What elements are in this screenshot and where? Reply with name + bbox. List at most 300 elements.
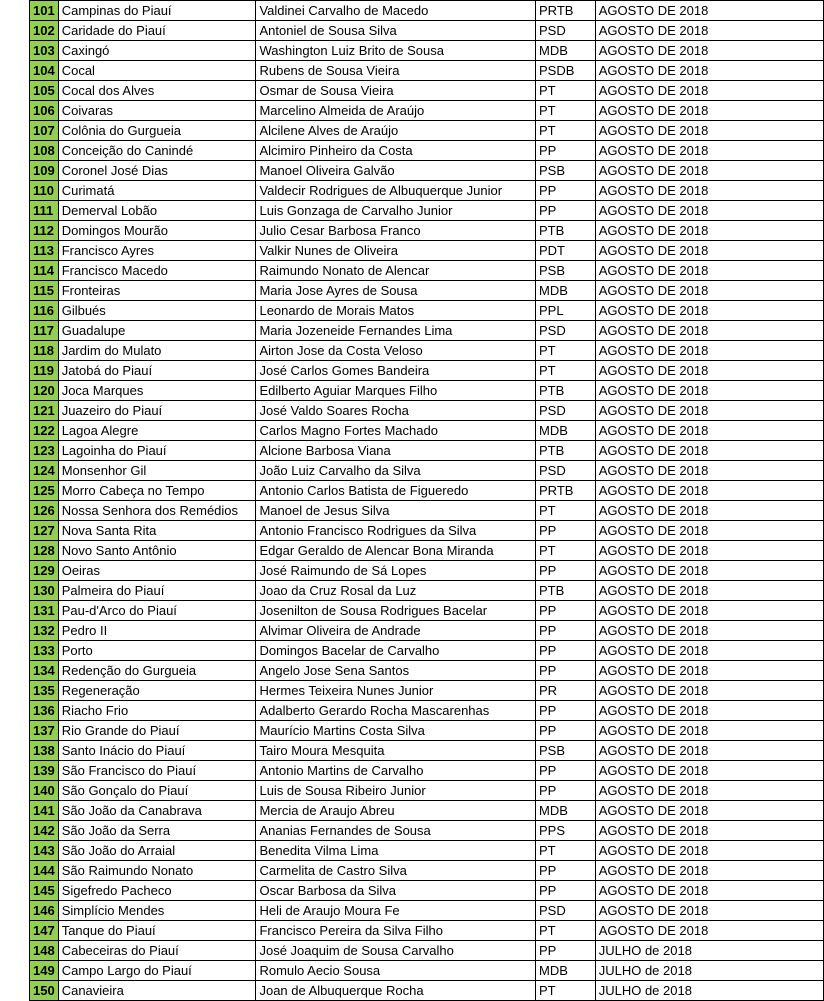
table-row xyxy=(30,401,824,421)
date-cell[interactable]: AGOSTO DE 2018 xyxy=(595,561,823,581)
date-cell[interactable]: JULHO de 2018 xyxy=(595,961,823,981)
municipality-cell[interactable]: Santo Inácio do Piauí xyxy=(58,741,256,761)
party-cell[interactable]: PT xyxy=(536,921,596,941)
municipality-cell[interactable]: Monsenhor Gil xyxy=(58,461,256,481)
party-cell[interactable]: PP xyxy=(536,781,596,801)
party-cell[interactable]: PSB xyxy=(536,161,596,181)
mayor-name-cell[interactable]: Carmelita de Castro Silva xyxy=(256,861,536,881)
table-row xyxy=(30,741,824,761)
party-cell[interactable]: MDB xyxy=(536,281,596,301)
party-cell[interactable]: PPS xyxy=(536,821,596,841)
municipality-cell[interactable]: Curimatá xyxy=(58,181,256,201)
row-number-cell[interactable]: 148 xyxy=(30,941,59,961)
table-row xyxy=(30,81,824,101)
municipality-cell[interactable]: São João da Serra xyxy=(58,821,256,841)
party-cell[interactable]: PP xyxy=(536,641,596,661)
party-cell[interactable]: PRTB xyxy=(536,1,596,21)
municipality-cell[interactable]: Riacho Frio xyxy=(58,701,256,721)
date-cell[interactable]: AGOSTO DE 2018 xyxy=(595,221,823,241)
mayor-name-cell[interactable]: José Joaquim de Sousa Carvalho xyxy=(256,941,536,961)
mayor-name-cell[interactable]: Francisco Pereira da Silva Filho xyxy=(256,921,536,941)
party-cell[interactable]: PRTB xyxy=(536,481,596,501)
mayor-name-cell[interactable]: Leonardo de Morais Matos xyxy=(256,301,536,321)
table-row xyxy=(30,181,824,201)
table-row xyxy=(30,61,824,81)
party-cell[interactable]: PP xyxy=(536,861,596,881)
table-row xyxy=(30,561,824,581)
mayor-name-cell[interactable]: Adalberto Gerardo Rocha Mascarenhas xyxy=(256,701,536,721)
date-cell[interactable]: AGOSTO DE 2018 xyxy=(595,281,823,301)
party-cell[interactable]: PSB xyxy=(536,261,596,281)
date-cell[interactable]: JULHO de 2018 xyxy=(595,981,823,1001)
date-cell[interactable]: AGOSTO DE 2018 xyxy=(595,61,823,81)
table-row xyxy=(30,361,824,381)
table-row xyxy=(30,261,824,281)
party-cell[interactable]: PP xyxy=(536,601,596,621)
row-number-cell[interactable]: 127 xyxy=(30,521,59,541)
table-row xyxy=(30,961,824,981)
table-body xyxy=(30,1,824,1001)
row-number-cell[interactable]: 146 xyxy=(30,901,59,921)
municipality-cell[interactable]: Pedro II xyxy=(58,621,256,641)
table-row xyxy=(30,461,824,481)
party-cell[interactable]: PSD xyxy=(536,901,596,921)
municipality-cell[interactable]: Joca Marques xyxy=(58,381,256,401)
party-cell[interactable]: PP xyxy=(536,881,596,901)
row-number-cell[interactable]: 130 xyxy=(30,581,59,601)
mayor-name-cell[interactable]: Carlos Magno Fortes Machado xyxy=(256,421,536,441)
municipality-cell[interactable]: Coronel José Dias xyxy=(58,161,256,181)
party-cell[interactable]: PT xyxy=(536,981,596,1001)
mayor-name-cell[interactable]: Domingos Bacelar de Carvalho xyxy=(256,641,536,661)
mayor-name-cell[interactable]: Antonio Martins de Carvalho xyxy=(256,761,536,781)
row-number-cell[interactable]: 119 xyxy=(30,361,59,381)
mayor-name-cell[interactable]: Alcilene Alves de Araújo xyxy=(256,121,536,141)
municipality-cell[interactable]: Nova Santa Rita xyxy=(58,521,256,541)
table-row xyxy=(30,481,824,501)
party-cell[interactable]: PP xyxy=(536,201,596,221)
date-cell[interactable]: AGOSTO DE 2018 xyxy=(595,741,823,761)
mayor-name-cell[interactable]: Angelo Jose Sena Santos xyxy=(256,661,536,681)
date-cell[interactable]: AGOSTO DE 2018 xyxy=(595,601,823,621)
party-cell[interactable]: PP xyxy=(536,181,596,201)
row-number-cell[interactable]: 109 xyxy=(30,161,59,181)
table-row xyxy=(30,301,824,321)
party-cell[interactable]: PPL xyxy=(536,301,596,321)
date-cell[interactable]: AGOSTO DE 2018 xyxy=(595,161,823,181)
table-row xyxy=(30,381,824,401)
date-cell[interactable]: AGOSTO DE 2018 xyxy=(595,241,823,261)
mayor-name-cell[interactable]: Ananias Fernandes de Sousa xyxy=(256,821,536,841)
table-row xyxy=(30,141,824,161)
date-cell[interactable]: AGOSTO DE 2018 xyxy=(595,201,823,221)
row-number-cell[interactable]: 142 xyxy=(30,821,59,841)
mayor-name-cell[interactable]: Alcione Barbosa Viana xyxy=(256,441,536,461)
row-number-cell[interactable]: 132 xyxy=(30,621,59,641)
date-cell[interactable]: AGOSTO DE 2018 xyxy=(595,761,823,781)
row-number-cell[interactable]: 134 xyxy=(30,661,59,681)
row-number-cell[interactable]: 104 xyxy=(30,61,59,81)
party-cell[interactable]: PSD xyxy=(536,401,596,421)
table-row xyxy=(30,161,824,181)
row-number-cell[interactable]: 121 xyxy=(30,401,59,421)
mayor-name-cell[interactable]: Maria Jose Ayres de Sousa xyxy=(256,281,536,301)
date-cell[interactable]: AGOSTO DE 2018 xyxy=(595,441,823,461)
mayor-name-cell[interactable]: Julio Cesar Barbosa Franco xyxy=(256,221,536,241)
municipality-cell[interactable]: Canavieira xyxy=(58,981,256,1001)
date-cell[interactable]: AGOSTO DE 2018 xyxy=(595,481,823,501)
date-cell[interactable]: AGOSTO DE 2018 xyxy=(595,401,823,421)
row-number-cell[interactable]: 103 xyxy=(30,41,59,61)
mayor-name-cell[interactable]: Marcelino Almeida de Araújo xyxy=(256,101,536,121)
municipality-cell[interactable]: São Gonçalo do Piauí xyxy=(58,781,256,801)
date-cell[interactable]: AGOSTO DE 2018 xyxy=(595,461,823,481)
date-cell[interactable]: AGOSTO DE 2018 xyxy=(595,921,823,941)
municipality-cell[interactable]: Gilbués xyxy=(58,301,256,321)
municipality-cell[interactable]: Caridade do Piauí xyxy=(58,21,256,41)
table-row xyxy=(30,821,824,841)
party-cell[interactable]: PT xyxy=(536,501,596,521)
mayor-name-cell[interactable]: José Valdo Soares Rocha xyxy=(256,401,536,421)
party-cell[interactable]: PP xyxy=(536,761,596,781)
row-number-cell[interactable]: 120 xyxy=(30,381,59,401)
row-number-cell[interactable]: 106 xyxy=(30,101,59,121)
date-cell[interactable]: AGOSTO DE 2018 xyxy=(595,181,823,201)
mayor-name-cell[interactable]: Joao da Cruz Rosal da Luz xyxy=(256,581,536,601)
row-number-cell[interactable]: 125 xyxy=(30,481,59,501)
party-cell[interactable]: PP xyxy=(536,661,596,681)
date-cell[interactable]: AGOSTO DE 2018 xyxy=(595,641,823,661)
municipality-cell[interactable]: Guadalupe xyxy=(58,321,256,341)
municipality-cell[interactable]: Tanque do Piauí xyxy=(58,921,256,941)
municipality-cell[interactable]: Jardim do Mulato xyxy=(58,341,256,361)
party-cell[interactable]: PT xyxy=(536,121,596,141)
table-row xyxy=(30,681,824,701)
municipality-cell[interactable]: Sigefredo Pacheco xyxy=(58,881,256,901)
mayor-name-cell[interactable]: Alvimar Oliveira de Andrade xyxy=(256,621,536,641)
row-number-cell[interactable]: 112 xyxy=(30,221,59,241)
row-number-cell[interactable]: 133 xyxy=(30,641,59,661)
table-row xyxy=(30,321,824,341)
row-number-cell[interactable]: 143 xyxy=(30,841,59,861)
municipality-cell[interactable]: Fronteiras xyxy=(58,281,256,301)
table-row xyxy=(30,781,824,801)
spreadsheet-table xyxy=(29,0,824,1001)
table-row xyxy=(30,841,824,861)
party-cell[interactable]: PTB xyxy=(536,441,596,461)
municipality-cell[interactable]: Cocal xyxy=(58,61,256,81)
table-row xyxy=(30,201,824,221)
row-number-cell[interactable]: 140 xyxy=(30,781,59,801)
table-row xyxy=(30,621,824,641)
row-number-cell[interactable]: 147 xyxy=(30,921,59,941)
mayor-name-cell[interactable]: Luis Gonzaga de Carvalho Junior xyxy=(256,201,536,221)
municipality-cell[interactable]: Nossa Senhora dos Remédios xyxy=(58,501,256,521)
municipality-cell[interactable]: Lagoinha do Piauí xyxy=(58,441,256,461)
row-number-cell[interactable]: 117 xyxy=(30,321,59,341)
row-number-cell[interactable]: 118 xyxy=(30,341,59,361)
row-number-cell[interactable]: 105 xyxy=(30,81,59,101)
date-cell[interactable]: AGOSTO DE 2018 xyxy=(595,81,823,101)
row-number-cell[interactable]: 102 xyxy=(30,21,59,41)
date-cell[interactable]: AGOSTO DE 2018 xyxy=(595,541,823,561)
table-row xyxy=(30,41,824,61)
row-number-cell[interactable]: 122 xyxy=(30,421,59,441)
municipality-cell[interactable]: São Francisco do Piauí xyxy=(58,761,256,781)
municipality-cell[interactable]: Juazeiro do Piauí xyxy=(58,401,256,421)
row-number-cell[interactable]: 124 xyxy=(30,461,59,481)
party-cell[interactable]: PT xyxy=(536,341,596,361)
row-number-cell[interactable]: 131 xyxy=(30,601,59,621)
row-number-cell[interactable]: 123 xyxy=(30,441,59,461)
municipality-cell[interactable]: Palmeira do Piauí xyxy=(58,581,256,601)
party-cell[interactable]: PTB xyxy=(536,381,596,401)
municipality-cell[interactable]: Caxingó xyxy=(58,41,256,61)
municipality-cell[interactable]: Cabeceiras do Piauí xyxy=(58,941,256,961)
table-row xyxy=(30,901,824,921)
table-row xyxy=(30,701,824,721)
date-cell[interactable]: AGOSTO DE 2018 xyxy=(595,721,823,741)
date-cell[interactable]: AGOSTO DE 2018 xyxy=(595,41,823,61)
municipality-cell[interactable]: Domingos Mourão xyxy=(58,221,256,241)
row-number-cell[interactable]: 108 xyxy=(30,141,59,161)
party-cell[interactable]: MDB xyxy=(536,41,596,61)
row-number-cell[interactable]: 144 xyxy=(30,861,59,881)
party-cell[interactable]: PSD xyxy=(536,321,596,341)
municipality-cell[interactable]: Redenção do Gurgueia xyxy=(58,661,256,681)
mayor-name-cell[interactable]: Osmar de Sousa Vieira xyxy=(256,81,536,101)
date-cell[interactable]: AGOSTO DE 2018 xyxy=(595,681,823,701)
table-row xyxy=(30,881,824,901)
table-row xyxy=(30,861,824,881)
municipality-cell[interactable]: São Raimundo Nonato xyxy=(58,861,256,881)
table-row xyxy=(30,721,824,741)
municipality-cell[interactable]: Lagoa Alegre xyxy=(58,421,256,441)
table-row xyxy=(30,121,824,141)
date-cell[interactable]: AGOSTO DE 2018 xyxy=(595,1,823,21)
date-cell[interactable]: AGOSTO DE 2018 xyxy=(595,121,823,141)
table-row xyxy=(30,941,824,961)
municipality-cell[interactable]: Novo Santo Antônio xyxy=(58,541,256,561)
table-row xyxy=(30,981,824,1001)
mayor-name-cell[interactable]: Mercia de Araujo Abreu xyxy=(256,801,536,821)
date-cell[interactable]: AGOSTO DE 2018 xyxy=(595,381,823,401)
table-row xyxy=(30,761,824,781)
mayor-name-cell[interactable]: João Luiz Carvalho da Silva xyxy=(256,461,536,481)
mayor-name-cell[interactable]: Oscar Barbosa da Silva xyxy=(256,881,536,901)
date-cell[interactable]: AGOSTO DE 2018 xyxy=(595,781,823,801)
municipality-cell[interactable]: Francisco Macedo xyxy=(58,261,256,281)
mayor-name-cell[interactable]: José Raimundo de Sá Lopes xyxy=(256,561,536,581)
mayor-name-cell[interactable]: Alcimiro Pinheiro da Costa xyxy=(256,141,536,161)
municipality-cell[interactable]: Coivaras xyxy=(58,101,256,121)
date-cell[interactable]: AGOSTO DE 2018 xyxy=(595,861,823,881)
party-cell[interactable]: PR xyxy=(536,681,596,701)
mayor-name-cell[interactable]: Antoniel de Sousa Silva xyxy=(256,21,536,41)
party-cell[interactable]: PT xyxy=(536,361,596,381)
mayor-name-cell[interactable]: Washington Luiz Brito de Sousa xyxy=(256,41,536,61)
date-cell[interactable]: AGOSTO DE 2018 xyxy=(595,901,823,921)
mayor-name-cell[interactable]: Maria Jozeneide Fernandes Lima xyxy=(256,321,536,341)
mayor-name-cell[interactable]: Valkir Nunes de Oliveira xyxy=(256,241,536,261)
mayor-name-cell[interactable]: Manoel de Jesus Silva xyxy=(256,501,536,521)
row-number-cell[interactable]: 110 xyxy=(30,181,59,201)
date-cell[interactable]: AGOSTO DE 2018 xyxy=(595,821,823,841)
municipality-cell[interactable]: Regeneração xyxy=(58,681,256,701)
mayor-name-cell[interactable]: Joan de Albuquerque Rocha xyxy=(256,981,536,1001)
municipality-cell[interactable]: Demerval Lobão xyxy=(58,201,256,221)
row-number-cell[interactable]: 149 xyxy=(30,961,59,981)
party-cell[interactable]: PSDB xyxy=(536,61,596,81)
date-cell[interactable]: AGOSTO DE 2018 xyxy=(595,621,823,641)
municipality-cell[interactable]: Rio Grande do Piauí xyxy=(58,721,256,741)
party-cell[interactable]: PTB xyxy=(536,581,596,601)
party-cell[interactable]: PT xyxy=(536,841,596,861)
date-cell[interactable]: AGOSTO DE 2018 xyxy=(595,501,823,521)
party-cell[interactable]: PP xyxy=(536,721,596,741)
row-number-cell[interactable]: 137 xyxy=(30,721,59,741)
mayor-name-cell[interactable]: Romulo Aecio Sousa xyxy=(256,961,536,981)
mayor-name-cell[interactable]: Heli de Araujo Moura Fe xyxy=(256,901,536,921)
party-cell[interactable]: MDB xyxy=(536,961,596,981)
table-row xyxy=(30,441,824,461)
row-number-cell[interactable]: 113 xyxy=(30,241,59,261)
party-cell[interactable]: PT xyxy=(536,81,596,101)
party-cell[interactable]: PSD xyxy=(536,21,596,41)
party-cell[interactable]: PP xyxy=(536,141,596,161)
mayor-name-cell[interactable]: Antonio Francisco Rodrigues da Silva xyxy=(256,521,536,541)
mayor-name-cell[interactable]: José Carlos Gomes Bandeira xyxy=(256,361,536,381)
party-cell[interactable]: PSB xyxy=(536,741,596,761)
date-cell[interactable]: AGOSTO DE 2018 xyxy=(595,261,823,281)
municipality-cell[interactable]: Porto xyxy=(58,641,256,661)
table-row xyxy=(30,281,824,301)
municipality-cell[interactable]: Simplício Mendes xyxy=(58,901,256,921)
party-cell[interactable]: PSD xyxy=(536,461,596,481)
date-cell[interactable]: AGOSTO DE 2018 xyxy=(595,841,823,861)
row-number-cell[interactable]: 150 xyxy=(30,981,59,1001)
row-number-cell[interactable]: 141 xyxy=(30,801,59,821)
date-cell[interactable]: AGOSTO DE 2018 xyxy=(595,141,823,161)
date-cell[interactable]: AGOSTO DE 2018 xyxy=(595,301,823,321)
table-row xyxy=(30,601,824,621)
table-row xyxy=(30,661,824,681)
mayor-name-cell[interactable]: Antonio Carlos Batista de Figueredo xyxy=(256,481,536,501)
mayor-name-cell[interactable]: Edilberto Aguiar Marques Filho xyxy=(256,381,536,401)
date-cell[interactable]: AGOSTO DE 2018 xyxy=(595,581,823,601)
mayor-name-cell[interactable]: Rubens de Sousa Vieira xyxy=(256,61,536,81)
row-number-cell[interactable]: 145 xyxy=(30,881,59,901)
municipality-cell[interactable]: Cocal dos Alves xyxy=(58,81,256,101)
table-row xyxy=(30,641,824,661)
party-cell[interactable]: PP xyxy=(536,941,596,961)
date-cell[interactable]: AGOSTO DE 2018 xyxy=(595,701,823,721)
date-cell[interactable]: AGOSTO DE 2018 xyxy=(595,321,823,341)
party-cell[interactable]: PDT xyxy=(536,241,596,261)
table-row xyxy=(30,421,824,441)
date-cell[interactable]: AGOSTO DE 2018 xyxy=(595,361,823,381)
table-row xyxy=(30,921,824,941)
municipality-cell[interactable]: São João do Arraial xyxy=(58,841,256,861)
party-cell[interactable]: PP xyxy=(536,521,596,541)
table-row xyxy=(30,501,824,521)
municipality-cell[interactable]: São João da Canabrava xyxy=(58,801,256,821)
municipality-cell[interactable]: Campinas do Piauí xyxy=(58,1,256,21)
municipality-cell[interactable]: Morro Cabeça no Tempo xyxy=(58,481,256,501)
mayor-name-cell[interactable]: Raimundo Nonato de Alencar xyxy=(256,261,536,281)
table-row xyxy=(30,1,824,21)
row-number-cell[interactable]: 139 xyxy=(30,761,59,781)
row-number-cell[interactable]: 136 xyxy=(30,701,59,721)
row-number-cell[interactable]: 115 xyxy=(30,281,59,301)
date-cell[interactable]: AGOSTO DE 2018 xyxy=(595,661,823,681)
municipality-cell[interactable]: Oeiras xyxy=(58,561,256,581)
date-cell[interactable]: AGOSTO DE 2018 xyxy=(595,881,823,901)
party-cell[interactable]: PP xyxy=(536,621,596,641)
municipality-cell[interactable]: Pau-d'Arco do Piauí xyxy=(58,601,256,621)
mayor-name-cell[interactable]: Luis de Sousa Ribeiro Junior xyxy=(256,781,536,801)
mayor-name-cell[interactable]: Hermes Teixeira Nunes Junior xyxy=(256,681,536,701)
party-cell[interactable]: PP xyxy=(536,561,596,581)
municipality-cell[interactable]: Conceição do Canindé xyxy=(58,141,256,161)
table-row xyxy=(30,21,824,41)
municipality-cell[interactable]: Francisco Ayres xyxy=(58,241,256,261)
municipality-cell[interactable]: Campo Largo do Piauí xyxy=(58,961,256,981)
mayor-name-cell[interactable]: Edgar Geraldo de Alencar Bona Miranda xyxy=(256,541,536,561)
table-row xyxy=(30,241,824,261)
municipality-cell[interactable]: Jatobá do Piauí xyxy=(58,361,256,381)
party-cell[interactable]: MDB xyxy=(536,421,596,441)
party-cell[interactable]: MDB xyxy=(536,801,596,821)
table-row xyxy=(30,521,824,541)
row-number-cell[interactable]: 128 xyxy=(30,541,59,561)
row-number-cell[interactable]: 114 xyxy=(30,261,59,281)
date-cell[interactable]: AGOSTO DE 2018 xyxy=(595,21,823,41)
mayor-name-cell[interactable]: Benedita Vilma Lima xyxy=(256,841,536,861)
mayor-name-cell[interactable]: Maurício Martins Costa Silva xyxy=(256,721,536,741)
table-row xyxy=(30,801,824,821)
date-cell[interactable]: AGOSTO DE 2018 xyxy=(595,101,823,121)
row-number-cell[interactable]: 135 xyxy=(30,681,59,701)
party-cell[interactable]: PT xyxy=(536,541,596,561)
mayor-name-cell[interactable]: Valdinei Carvalho de Macedo xyxy=(256,1,536,21)
mayor-name-cell[interactable]: Valdecir Rodrigues de Albuquerque Junior xyxy=(256,181,536,201)
table-row xyxy=(30,341,824,361)
mayor-name-cell[interactable]: Manoel Oliveira Galvão xyxy=(256,161,536,181)
party-cell[interactable]: PTB xyxy=(536,221,596,241)
mayor-name-cell[interactable]: Airton Jose da Costa Veloso xyxy=(256,341,536,361)
row-number-cell[interactable]: 126 xyxy=(30,501,59,521)
date-cell[interactable]: AGOSTO DE 2018 xyxy=(595,421,823,441)
row-number-cell[interactable]: 101 xyxy=(30,1,59,21)
date-cell[interactable]: AGOSTO DE 2018 xyxy=(595,341,823,361)
row-number-cell[interactable]: 129 xyxy=(30,561,59,581)
date-cell[interactable]: JULHO de 2018 xyxy=(595,941,823,961)
party-cell[interactable]: PT xyxy=(536,101,596,121)
table-row xyxy=(30,541,824,561)
row-number-cell[interactable]: 107 xyxy=(30,121,59,141)
row-number-cell[interactable]: 138 xyxy=(30,741,59,761)
row-number-cell[interactable]: 116 xyxy=(30,301,59,321)
mayor-name-cell[interactable]: Tairo Moura Mesquita xyxy=(256,741,536,761)
table-row xyxy=(30,101,824,121)
date-cell[interactable]: AGOSTO DE 2018 xyxy=(595,521,823,541)
row-number-cell[interactable]: 111 xyxy=(30,201,59,221)
date-cell[interactable]: AGOSTO DE 2018 xyxy=(595,801,823,821)
municipality-cell[interactable]: Colônia do Gurgueia xyxy=(58,121,256,141)
party-cell[interactable]: PP xyxy=(536,701,596,721)
mayor-name-cell[interactable]: Josenilton de Sousa Rodrigues Bacelar xyxy=(256,601,536,621)
